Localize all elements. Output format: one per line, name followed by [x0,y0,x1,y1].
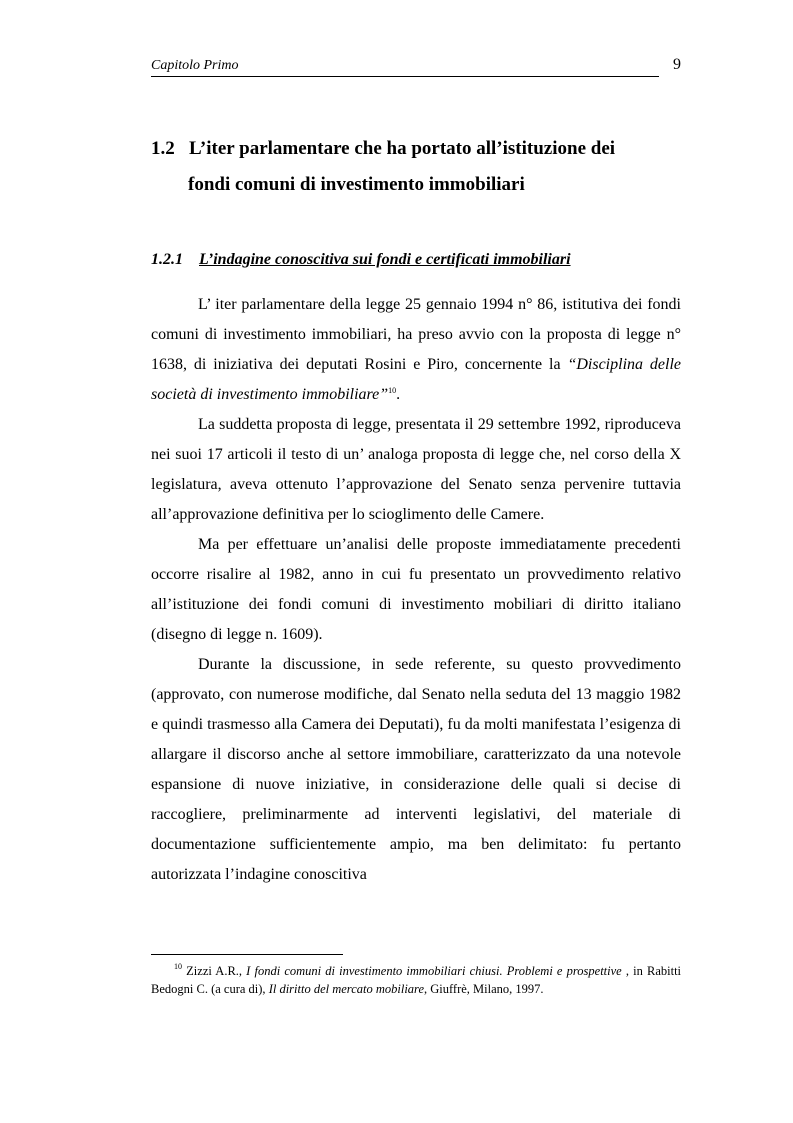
subsection-number: 1.2.1 [151,251,183,268]
section-heading [151,131,691,203]
page-number: 9 [673,56,681,73]
paragraph-4: Durante la discussione, in sede referente, su questo provvedimento (approvato, con numerose modifiche, dal Senato nella seduta del 13 maggio 1982 e quindi trasmesso alla Camera dei Deputati), fu da molti manifestata l’esigenza di allargare il discorso anche al settore immobiliare, caratterizzato da una notevole espansione di nuove iniziative, in considerazione delle quali si decise di raccogliere, preliminarmente ad interventi legislativi, del materiale di documentazione sufficientemente ampio, ma ben delimitato: fu pertanto autorizzata l’indagine conoscitiva [151,656,681,883]
footnote-rule [151,954,343,955]
footnote-ref[interactable]: 10 [388,386,397,395]
footnote-book: Il diritto del mercato mobiliare [268,982,424,996]
chapter-title: Capitolo Primo [151,58,239,73]
body-text [151,290,681,890]
footnote-title: I fondi comuni di investimento immobiliari chiusi. Problemi e prospettive [246,964,622,978]
footnote-end: , Giuffrè, Milano, 1997. [424,982,544,996]
paragraph-1-end: . [396,386,401,403]
section-number: 1.2 [151,138,175,159]
section-title-line1: L’iter parlamentare che ha portato all’istituzione dei [189,138,616,159]
paragraph-1-italic: “Disciplina delle società di investimento immobiliare” [151,356,682,403]
paragraph-1-text: L’ iter parlamentare della legge 25 gennaio 1994 n° 86, istitutiva dei fondi comuni di investimento immobiliari, ha preso avvio con la proposta di legge n° 1638, di iniziativa dei deputati Rosini e Piro, concernente la [151,296,681,373]
footnote-mid: , in Rabitti Bedogni C. (a cura di), [151,964,682,996]
footnote-number: 10 [174,962,182,971]
running-header [151,58,681,78]
subsection-heading [151,249,691,271]
subsection-title: L’indagine conoscitiva sui fondi e certificati immobiliari [199,251,571,268]
paragraph-2: La suddetta proposta di legge, presentata il 29 settembre 1992, riproduceva nei suoi 17 articoli il testo di un’ analoga proposta di legge che, nel corso della X legislatura, aveva ottenuto l’approvazione del Senato senza pervenire tuttavia all’approvazione definitiva per lo scioglimento delle Camere. [151,416,681,523]
paragraph-1 [151,290,681,410]
footnote-author: Zizzi A.R., [186,964,247,978]
section-title-line2: fondi comuni di investimento immobiliari [188,174,525,195]
paragraph-3: Ma per effettuare un’analisi delle proposte immediatamente precedenti occorre risalire al 1982, anno in cui fu presentato un provvedimento relativo all’istituzione dei fondi comuni di investimento mobiliari di diritto italiano (disegno di legge n. 1609). [151,536,681,643]
footnote [151,962,681,998]
header-rule [151,76,659,77]
